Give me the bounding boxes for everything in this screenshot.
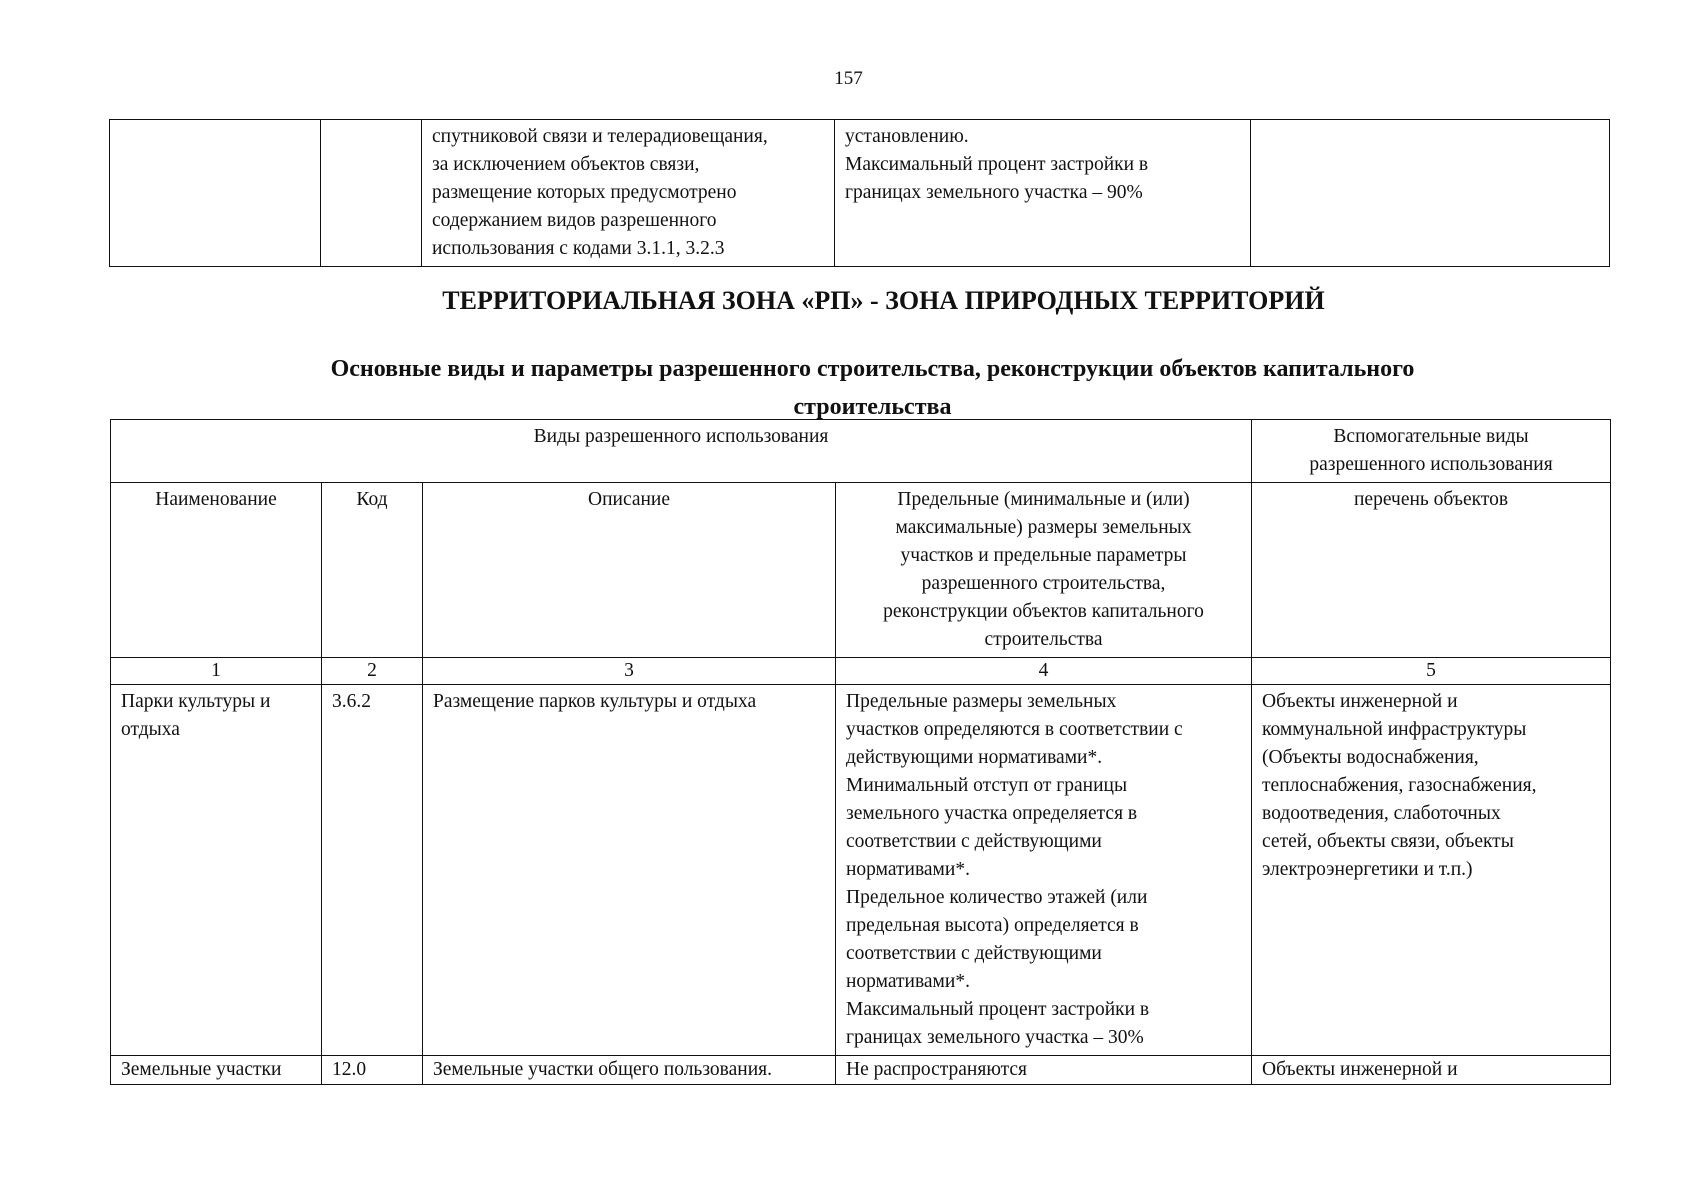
cell-name <box>110 120 321 267</box>
header-description: Описание <box>423 483 836 658</box>
row-description: Земельные участки общего пользования. <box>423 1056 836 1085</box>
cell-limits: установлению. Максимальный процент застройки в границах земельного участка – 90% <box>835 120 1251 267</box>
row-code: 3.6.2 <box>322 685 423 1056</box>
col-number: 3 <box>423 658 836 685</box>
row-objects: Объекты инженерной и <box>1252 1056 1611 1085</box>
column-header-row <box>111 483 1611 658</box>
row-objects: Объекты инженерной и коммунальной инфраструктуры (Объекты водоснабжения, теплоснабжения, газоснабжения, водоотведения, слаботочных сетей, объекты связи, объекты электроэнергетики и т.п.) <box>1252 685 1611 1056</box>
header-objects: перечень объектов <box>1252 483 1611 658</box>
continuation-table <box>109 119 1610 267</box>
header-limits: Предельные (минимальные и (или) максимальные) размеры земельных участков и предельные параметры разрешенного строительства, реконструкции объектов капитального строительства <box>836 483 1252 658</box>
permitted-use-table <box>110 419 1611 1085</box>
col-number: 2 <box>322 658 423 685</box>
table-row <box>111 1056 1611 1085</box>
col-number: 4 <box>836 658 1252 685</box>
cell-objects <box>1251 120 1610 267</box>
group-header-row <box>111 420 1611 483</box>
col-number: 5 <box>1252 658 1611 685</box>
group-header: Виды разрешенного использования <box>111 420 1252 483</box>
section-title-line-1: Основные виды и параметры разрешенного строительства, реконструкции объектов капитального <box>330 356 1415 382</box>
row-name: Земельные участки <box>111 1056 322 1085</box>
row-limits: Предельные размеры земельных участков определяются в соответствии с действующими нормативами*. Минимальный отступ от границы земельного участка определяется в соответствии с действующими нормативами*. Предельное количество этажей (или предельная высота) определяется в соответствии с действующими нормативами*. Максимальный процент застройки в границах земельного участка – 30% <box>836 685 1252 1056</box>
cell-description: спутниковой связи и телерадиовещания, за исключением объектов связи, размещение которых предусмотрено содержанием видов разрешенного использования с кодами 3.1.1, 3.2.3 <box>422 120 835 267</box>
table-row <box>110 120 1610 267</box>
table-row <box>111 685 1611 1056</box>
header-name: Наименование <box>111 483 322 658</box>
row-description: Размещение парков культуры и отдыха <box>423 685 836 1056</box>
column-number-row <box>111 658 1611 685</box>
header-code: Код <box>322 483 423 658</box>
row-limits: Не распространяются <box>836 1056 1252 1085</box>
col-number: 1 <box>111 658 322 685</box>
row-code: 12.0 <box>322 1056 423 1085</box>
zone-title: ТЕРРИТОРИАЛЬНАЯ ЗОНА «РП» - ЗОНА ПРИРОДНЫХ ТЕРРИТОРИЙ <box>442 286 1325 315</box>
section-title-line-2: строительства <box>793 394 952 420</box>
section-title <box>0 350 1697 426</box>
row-name: Парки культуры и отдыха <box>111 685 322 1056</box>
aux-header: Вспомогательные виды разрешенного использования <box>1252 420 1611 483</box>
page-number: 157 <box>834 68 863 89</box>
cell-code <box>321 120 422 267</box>
